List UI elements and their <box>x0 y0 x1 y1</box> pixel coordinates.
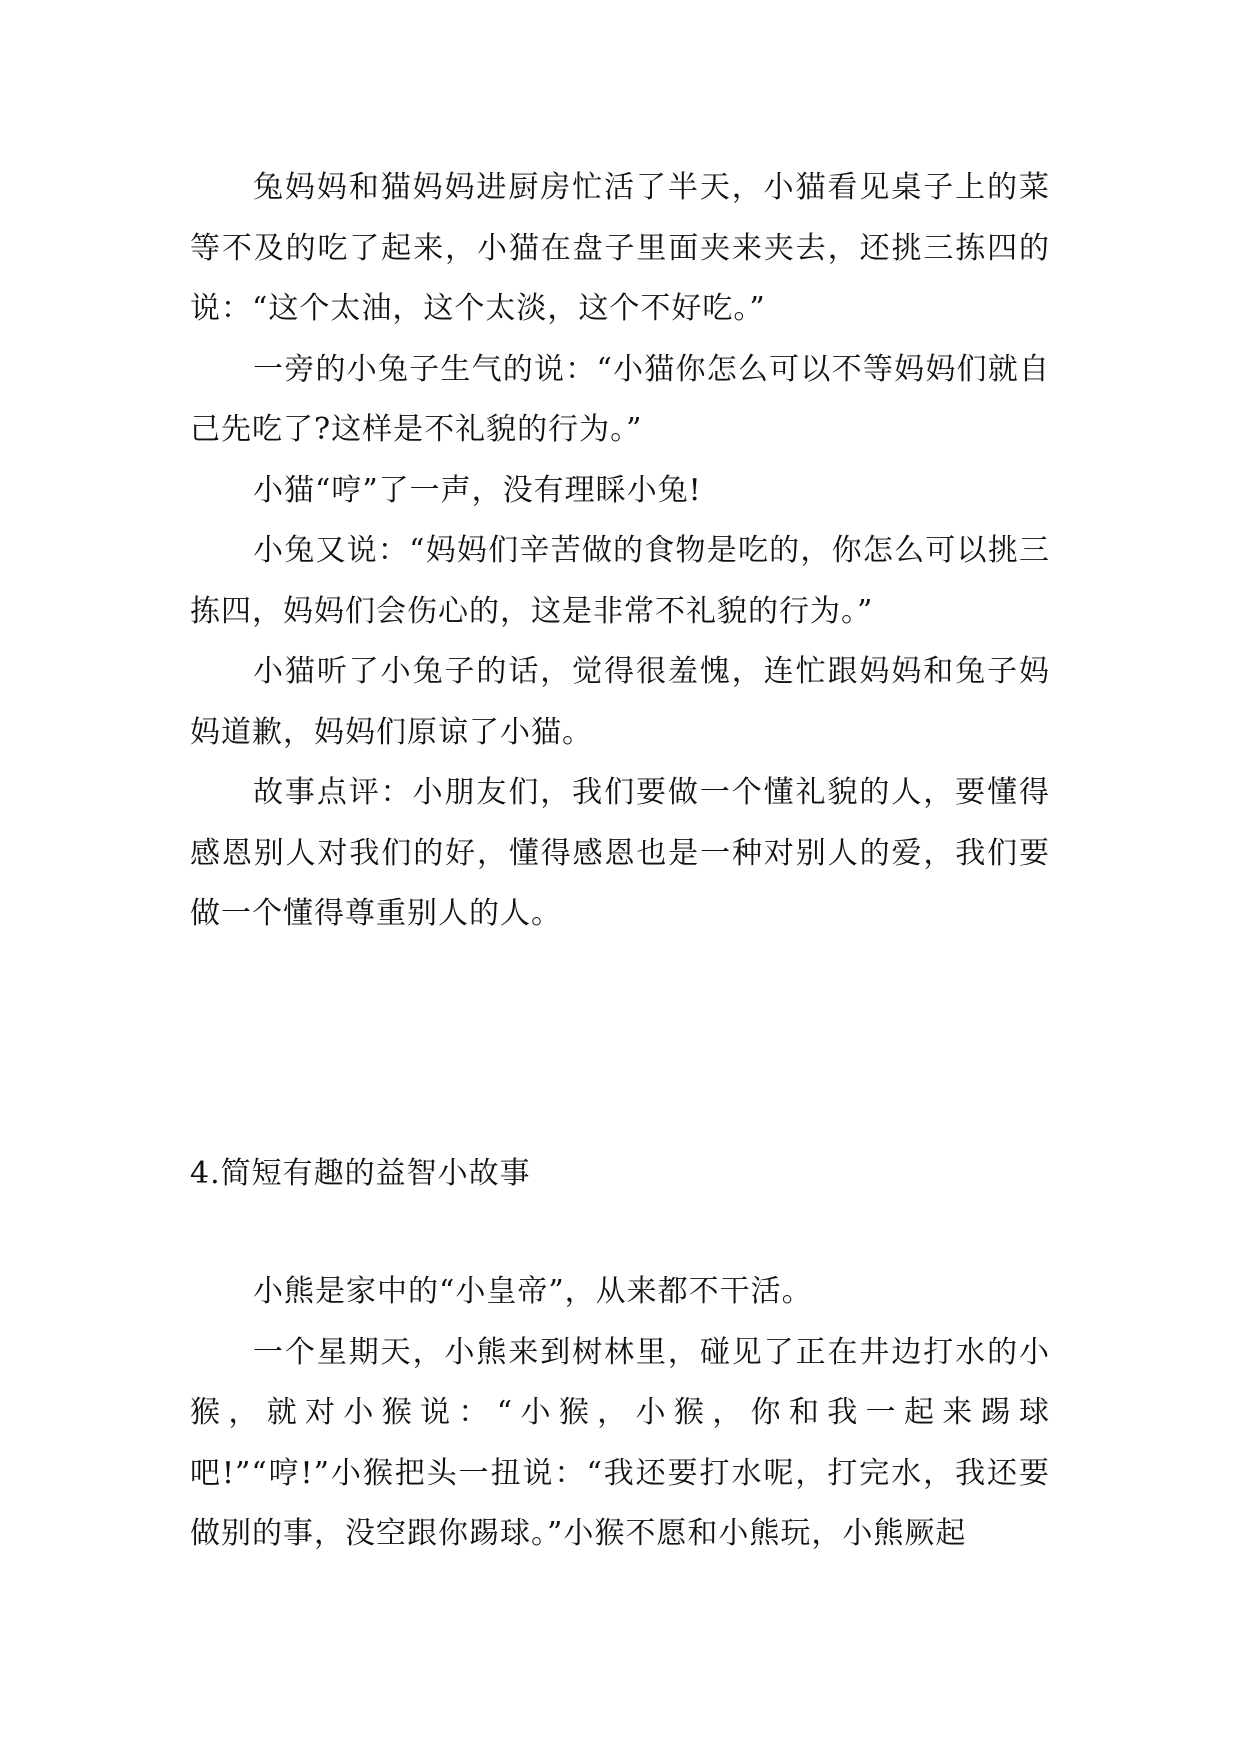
paragraph: 一个星期天，小熊来到树林里，碰见了正在井边打水的小猴，就对小猴说：“小猴，小猴，你和我一起来踢球吧!”“哼!”小猴把头一扭说：“我还要打水呢，打完水，我还要做别的事，没空跟你踢球。”小猴不愿和小熊玩，小熊厥起 <box>190 1334 1050 1551</box>
paragraph: 小猫“哼”了一声，没有理睬小兔! <box>253 472 702 508</box>
next-story-section <box>190 1262 1050 1565</box>
paragraph: 小猫听了小兔子的话，觉得很羞愧，连忙跟妈妈和兔子妈妈道歉，妈妈们原谅了小猫。 <box>190 654 1050 750</box>
paragraph: 一旁的小兔子生气的说：“小猫你怎么可以不等妈妈们就自己先吃了?这样是不礼貌的行为。” <box>190 351 1050 447</box>
paragraph: 兔妈妈和猫妈妈进厨房忙活了半天，小猫看见桌子上的菜等不及的吃了起来，小猫在盘子里面夹来夹去，还挑三拣四的说：“这个太油，这个太淡，这个不好吃。” <box>190 170 1050 326</box>
paragraph: 小熊是家中的“小皇帝”，从来都不干活。 <box>253 1274 813 1309</box>
paragraph: 小兔又说：“妈妈们辛苦做的食物是吃的，你怎么可以挑三拣四，妈妈们会伤心的，这是非常不礼貌的行为。” <box>190 533 1050 629</box>
section-heading: 4.简短有趣的益智小故事 <box>190 1156 531 1191</box>
story-commentary: 故事点评：小朋友们，我们要做一个懂礼貌的人，要懂得感恩别人对我们的好，懂得感恩也是一种对别人的爱，我们要做一个懂得尊重别人的人。 <box>190 775 1050 931</box>
story-ending-section <box>190 158 1050 945</box>
